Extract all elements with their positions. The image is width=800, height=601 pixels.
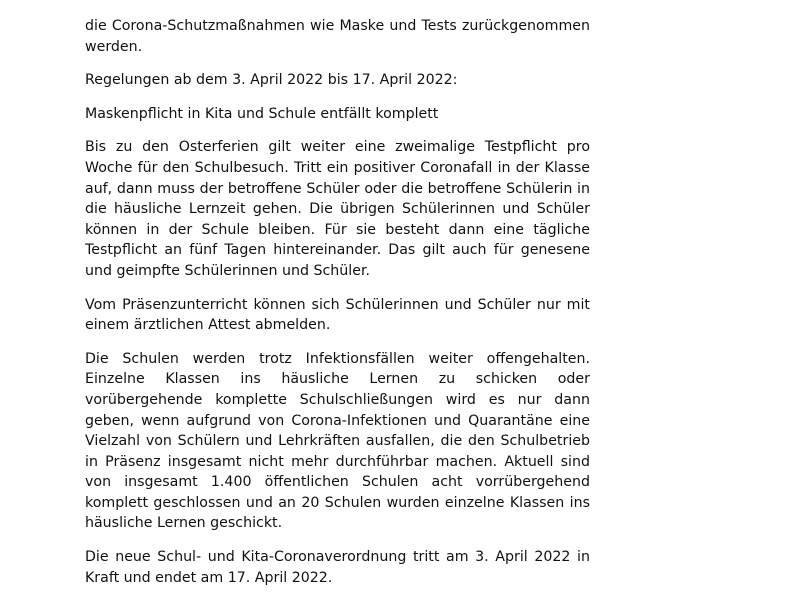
document-body (85, 16, 590, 601)
paragraph-attendance-rule: Vom Präsenzunterricht können sich Schülerinnen und Schüler nur mit einem ärztlichen Attest abmelden. (85, 296, 590, 334)
paragraph-testing-rule: Bis zu den Osterferien gilt weiter eine zweimalige Testpflicht pro Woche für den Schulbesuch. Tritt ein positiver Coronafall in der Klasse auf, dann muss der betroffene Schüler oder die betroffene Schülerin in die häusliche Lernzeit gehen. Die übrigen Schülerinnen und Schüler können in der Schule bleiben. Für sie besteht dann eine tägliche Testpflicht an fünf Tagen hintereinander. Das gilt auch für genesene und geimpfte Schülerinnen und Schüler. (85, 139, 590, 279)
paragraph-school-closures: Die Schulen werden trotz Infektionsfällen weiter offengehalten. Einzelne Klassen ins häusliche Lernen zu schicken oder vorübergehende komplette Schulschließungen wird es nur dann geben, wenn aufgrund von Corona-Infektionen und Quarantäne eine Vielzahl von Schülern und Lehrkräften ausfallen, die den Schulbetrieb in Präsenz insgesamt nicht mehr durchführbar machen. Aktuell sind von insgesamt 1.400 öffentlichen Schulen acht vorrübergehend komplett geschlossen und an 20 Schulen wurden einzelne Klassen ins häusliche Lernen geschickt. (85, 350, 590, 532)
paragraph-ordinance-validity: Die neue Schul- und Kita-Coronaverordnung tritt am 3. April 2022 in Kraft und endet am 17. April 2022. (85, 549, 590, 586)
paragraph-intro-continuation: die Corona-Schutzmaßnahmen wie Maske und Tests zurückgenommen werden. (85, 18, 590, 55)
paragraph-rules-period: Regelungen ab dem 3. April 2022 bis 17. April 2022: (85, 72, 458, 89)
paragraph-mask-rule: Maskenpflicht in Kita und Schule entfällt komplett (85, 105, 439, 122)
